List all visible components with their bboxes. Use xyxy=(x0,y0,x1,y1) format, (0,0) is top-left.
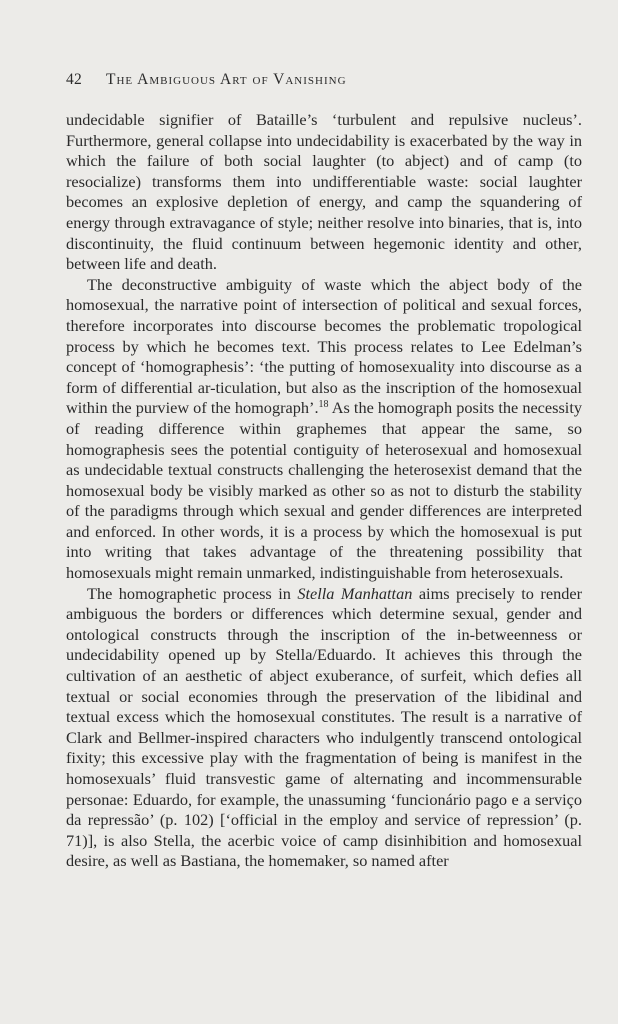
text-run: As the homograph posits the necessity of reading difference within graphemes that appear the same, so homographesis sees the potential contiguity of heterosexual and homosexual as undecidable textual constructs challenging the heterosexist demand that the homosexual body be visibly marked as other so as not to disturb the stability of the paradigms through which sexual and gender differences are interpreted and enforced. In other words, it is a process by which the homosexual is put into writing that takes advantage of the threatening possibility that homosexuals might remain unmarked, indistinguishable from heterosexuals. xyxy=(66,398,582,583)
text-run: aims precisely to render ambiguous the borders or differences which determine sexual, gender and ontological constructs through the inscription of the in-betweenness or undecidability opened up by Stella/Eduardo. It achieves this through the cultivation of an aesthetic of abject exuberance, of surfeit, which defies all textual or social economies through the preservation of the libidinal and textual excess which the homosexual constitutes. The result is a narrative of Clark and Bellmer-inspired characters who indulgently transcend ontological fixity; this excessive play with the fragmentation of being is manifest in the homosexuals’ fluid transvestic game of alternating and incommensurable personae: Eduardo, for example, the unassuming ‘funcionário pago e a serviço da repressão’ (p. 102) [‘official in the employ and service of repression’ (p. 71)], is also Stella, the acerbic voice of camp disinhibition and homosexual desire, as well as Bastiana, the homemaker, so named after xyxy=(66,583,582,871)
running-title: The Ambiguous Art of Vanishing xyxy=(106,71,347,88)
paragraph-3 xyxy=(66,584,582,872)
body-text xyxy=(66,110,582,872)
italic-title: Stella Manhattan xyxy=(297,583,413,603)
text-run: The deconstructive ambiguity of waste which the abject body of the homosexual, the narrative point of intersection of political and sexual forces, therefore incorporates into discourse becomes the problematic tropological process by which he becomes text. This process relates to Lee Edelman’s concept of ‘homographesis’: ‘the putting of homosexuality into discourse as a form of differential ar-ticulation, but also as the inscription of the homosexual within the purview of the homograph’. xyxy=(66,274,582,418)
page-number: 42 xyxy=(66,71,83,88)
running-header xyxy=(66,71,347,89)
footnote-ref: 18 xyxy=(318,399,329,411)
text-run: The homographetic process in xyxy=(87,583,298,603)
text-run: undecidable signifier of Bataille’s ‘turbulent and repulsive nucleus’. Furthermore, general collapse into undecidability is exacerbated by the way in which the failure of both social laughter (to abject) and of camp (to resocialize) transforms them into undifferentiable waste: social laughter becomes an explosive depletion of energy, and camp the squandering of energy through extravagance of style; neither resolve into binaries, that is, into discontinuity, the fluid continuum between hegemonic identity and other, between life and death. xyxy=(66,110,582,274)
paragraph-1 xyxy=(66,110,582,275)
paragraph-2 xyxy=(66,275,582,584)
